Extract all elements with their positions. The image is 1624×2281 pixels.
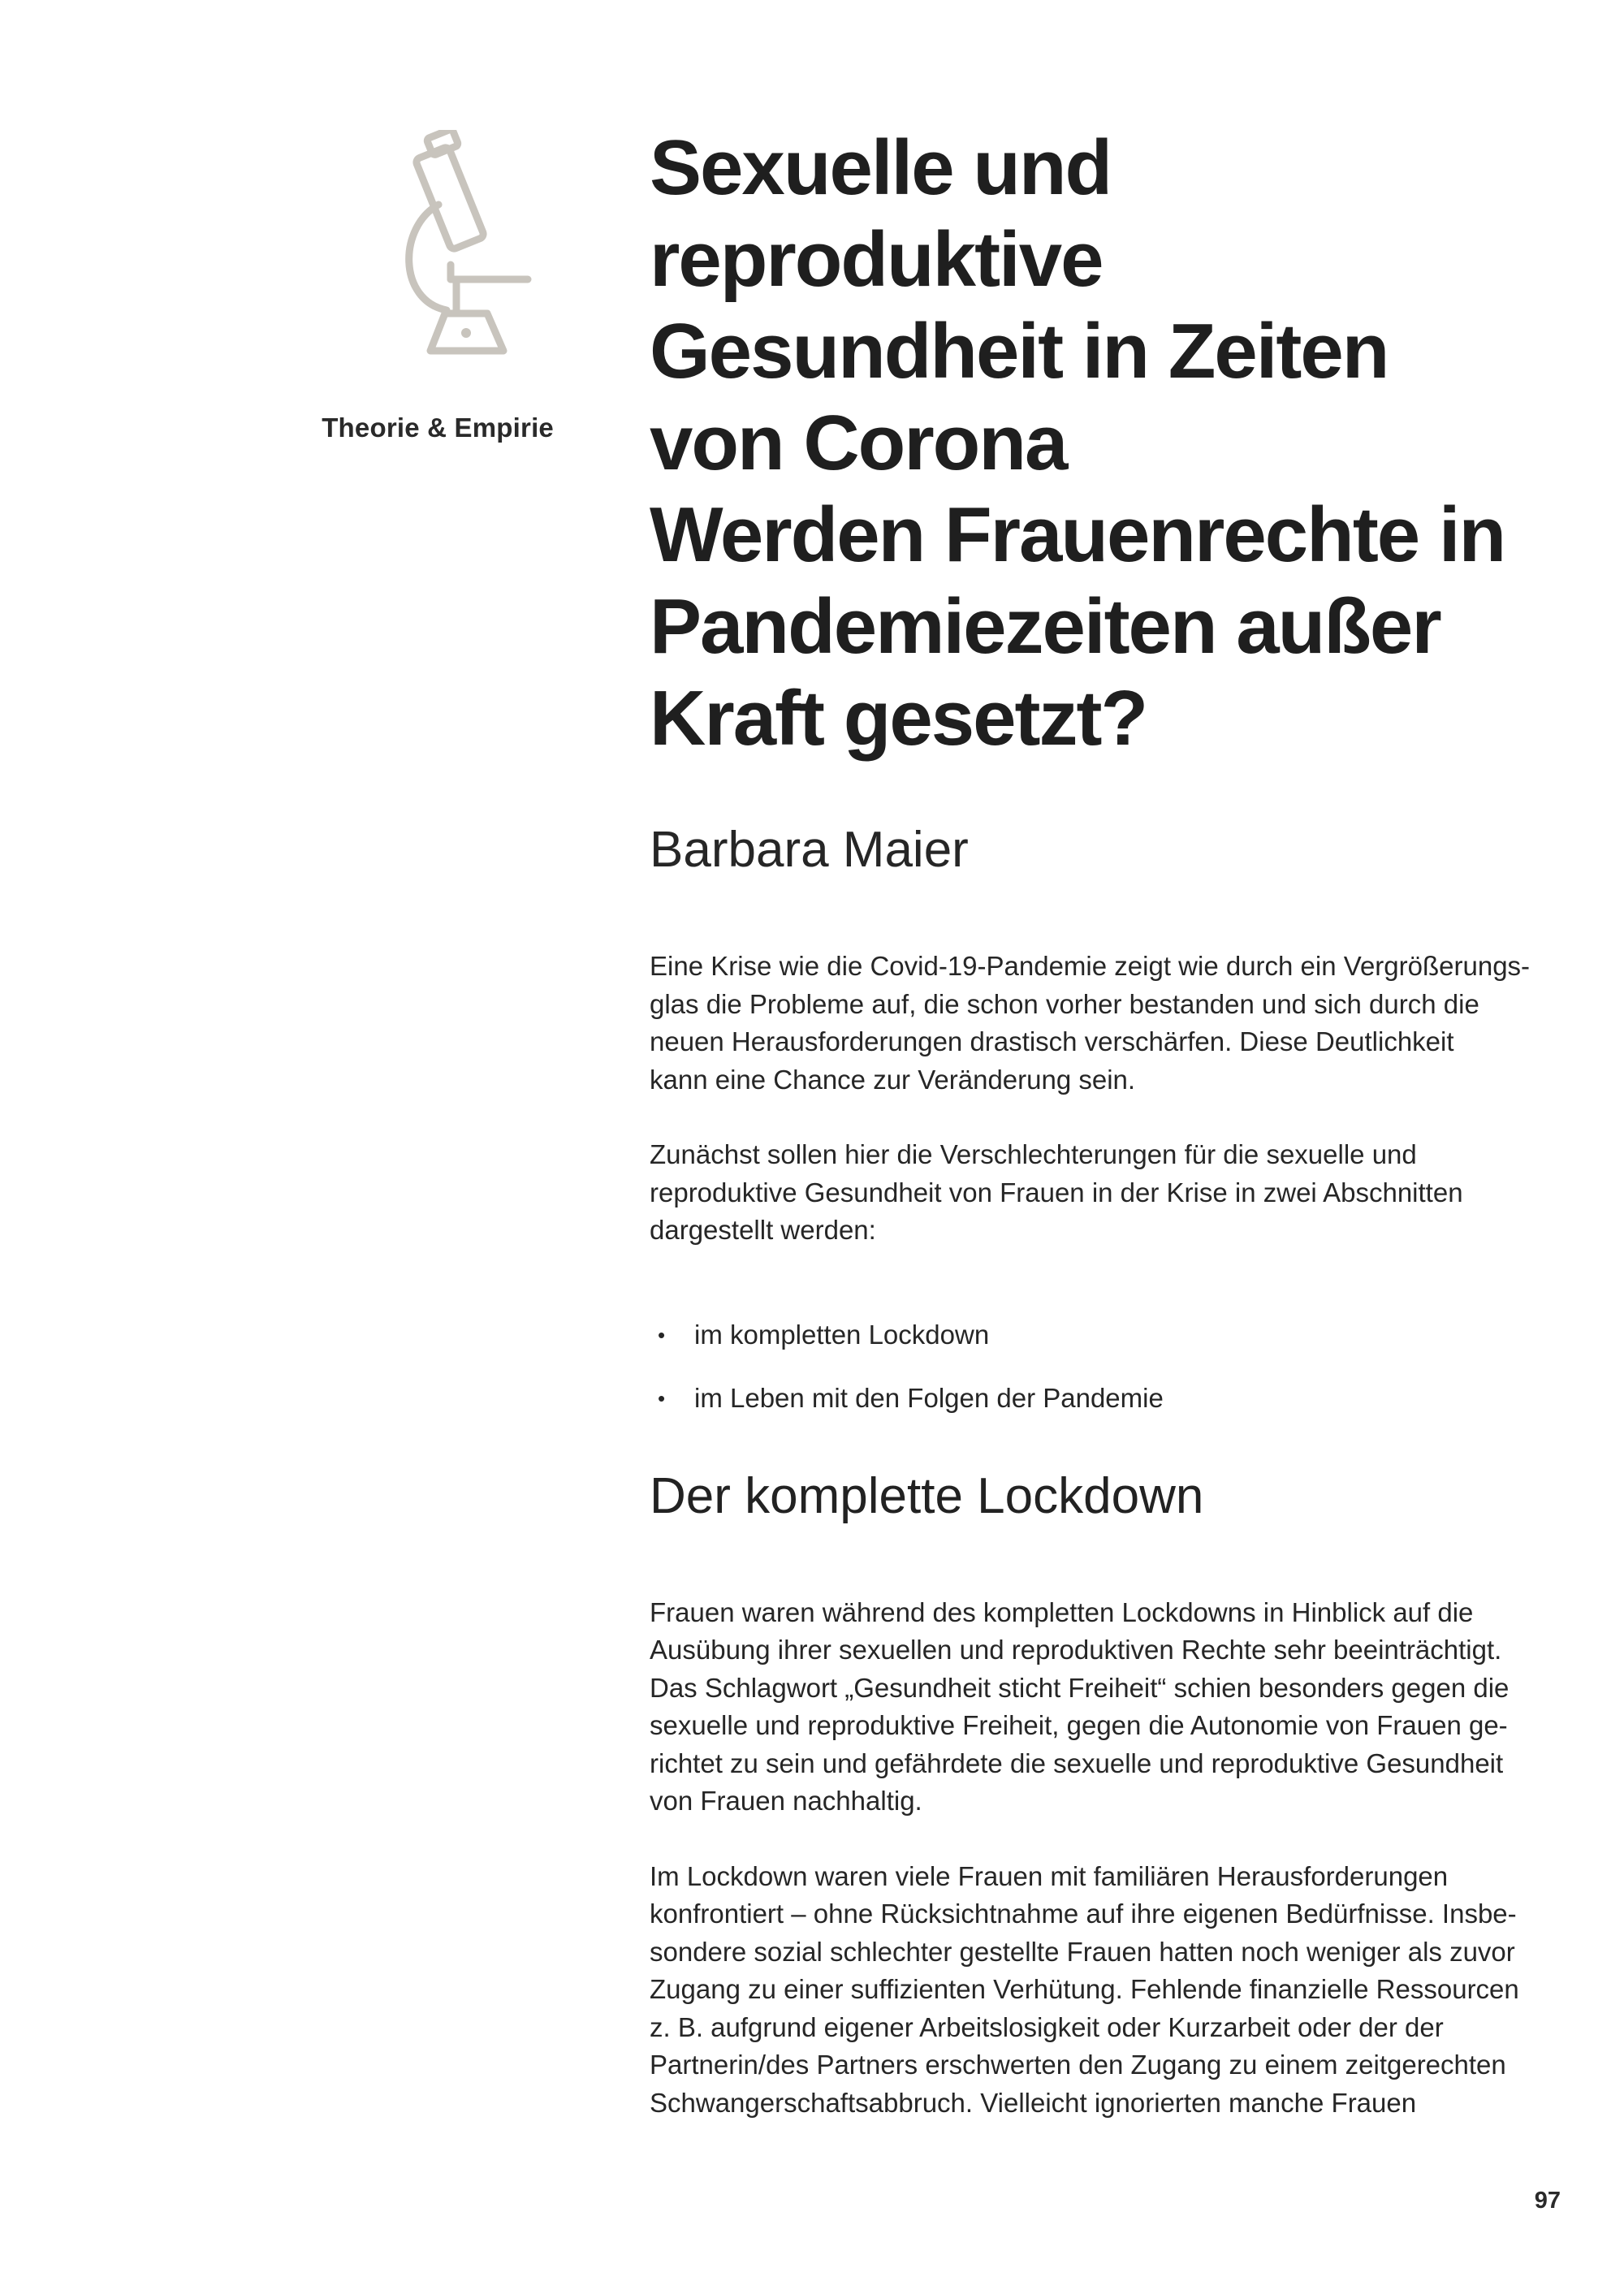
- text-line: Frauen waren während des kompletten Lockdowns in Hinblick auf die: [650, 1596, 1474, 1627]
- text-line: Zunächst sollen hier die Verschlechterungen für die sexuelle und: [650, 1139, 1417, 1169]
- text-line: Eine Krise wie die Covid-19-Pandemie zeigt wie durch ein Vergrößerungs-: [650, 951, 1531, 981]
- list-item: [650, 1316, 1559, 1354]
- text-line: richtet zu sein und gefährdete die sexuelle und reproduktive Gesundheit: [650, 1747, 1504, 1778]
- article-content: [650, 122, 1559, 2122]
- list-item-text: im kompletten Lockdown: [694, 1319, 990, 1350]
- list-item-text: im Leben mit den Folgen der Pandemie: [694, 1382, 1164, 1413]
- section-paragraph: [650, 1594, 1559, 1821]
- text-line: reproduktive Gesundheit von Frauen in der Krise in zwei Abschnitten: [650, 1177, 1463, 1207]
- text-line: Das Schlagwort „Gesundheit sticht Freiheit“ schien besonders gegen die: [650, 1672, 1510, 1703]
- bullet-list: [650, 1316, 1559, 1417]
- section-heading: Der komplette Lockdown: [650, 1467, 1204, 1524]
- intro-paragraph: [650, 948, 1559, 1099]
- page-number: 97: [1534, 2188, 1561, 2214]
- section-label: Theorie & Empirie: [322, 413, 554, 443]
- article-title: [650, 122, 1559, 764]
- title-line: Gesundheit in Zeiten: [650, 308, 1389, 395]
- text-line: neuen Herausforderungen drastisch verschärfen. Diese Deutlichkeit: [650, 1026, 1454, 1056]
- title-line: Kraft gesetzt?: [650, 675, 1147, 762]
- text-line: dargestellt werden:: [650, 1215, 876, 1245]
- text-line: Im Lockdown waren viele Frauen mit familiären Herausforderungen: [650, 1860, 1449, 1891]
- microscope-icon: [382, 130, 552, 365]
- text-line: glas die Probleme auf, die schon vorher bestanden und sich durch die: [650, 988, 1479, 1019]
- bullet-icon: •: [658, 1385, 666, 1411]
- list-item: [650, 1380, 1559, 1417]
- text-line: sexuelle und reproduktive Freiheit, gegen die Autonomie von Frauen ge-: [650, 1710, 1508, 1740]
- text-line: Partnerin/des Partners erschwerten den Zugang zu einem zeitgerechten: [650, 2050, 1506, 2080]
- title-line: Werden Frauenrechte in: [650, 491, 1505, 578]
- text-line: z. B. aufgrund eigener Arbeitslosigkeit oder Kurzarbeit oder der der: [650, 2011, 1444, 2042]
- text-line: Zugang zu einer suffizienten Verhütung. Fehlende finanzielle Ressourcen: [650, 1974, 1519, 2004]
- text-line: Schwangerschaftsabbruch. Vielleicht ignorierten manche Frauen: [650, 2087, 1417, 2118]
- text-line: kann eine Chance zur Veränderung sein.: [650, 1064, 1136, 1095]
- text-line: sondere sozial schlechter gestellte Frauen hatten noch weniger als zuvor: [650, 1936, 1515, 1967]
- bullet-icon: •: [658, 1322, 666, 1347]
- title-line: von Corona: [650, 400, 1067, 486]
- title-line: Pandemiezeiten außer: [650, 583, 1440, 670]
- author-name: Barbara Maier: [650, 822, 969, 878]
- text-line: konfrontiert – ohne Rücksichtnahme auf ihre eigenen Bedürfnisse. Insbe-: [650, 1899, 1517, 1929]
- second-paragraph: [650, 1136, 1559, 1250]
- section-paragraph: [650, 1858, 1559, 2123]
- text-line: von Frauen nachhaltig.: [650, 1786, 922, 1816]
- title-line: Sexuelle und reproduktive: [650, 124, 1112, 303]
- text-line: Ausübung ihrer sexuellen und reproduktiven Rechte sehr beeinträchtigt.: [650, 1635, 1502, 1665]
